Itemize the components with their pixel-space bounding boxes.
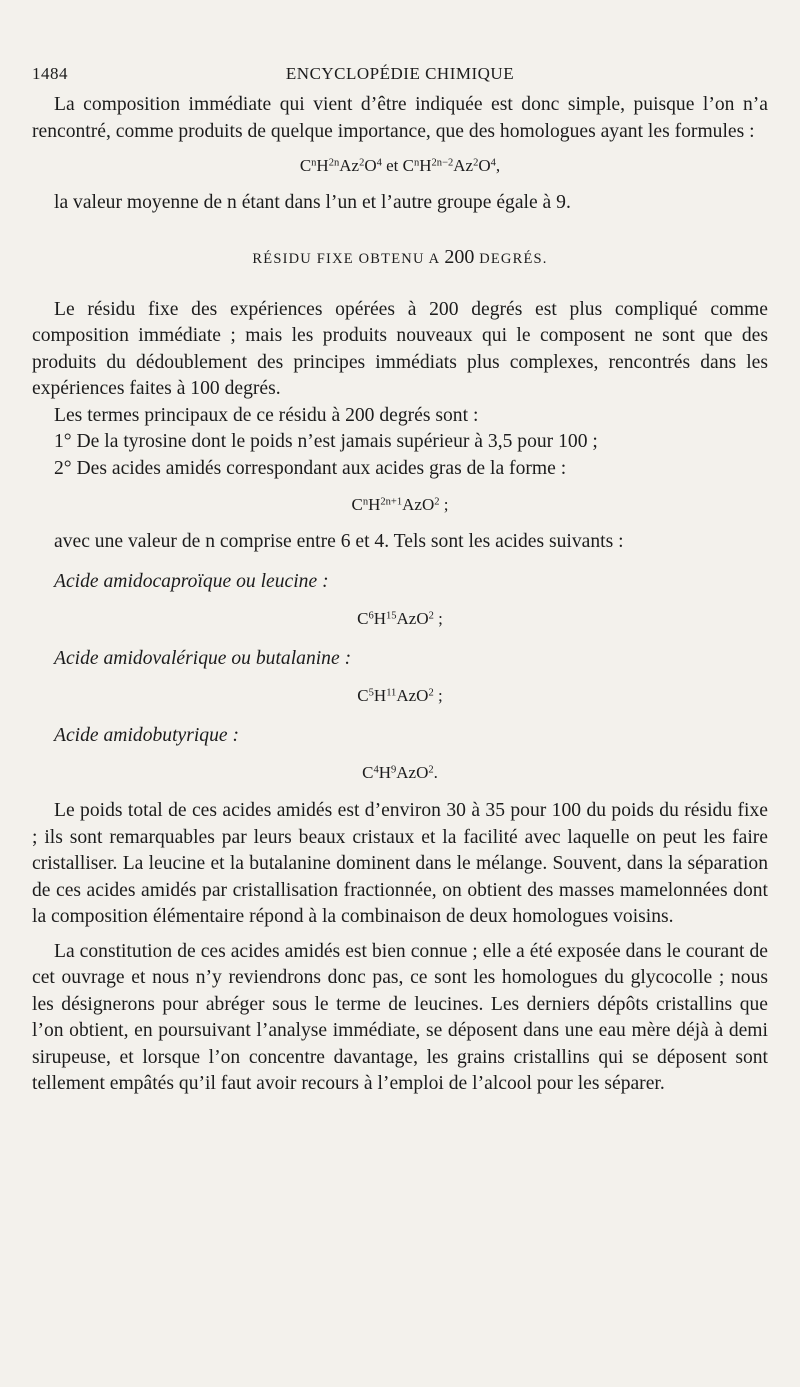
page-number: 1484 — [32, 64, 68, 83]
paragraph: Le poids total de ces acides amidés est d’environ 30 à 35 pour 100 du poids du résidu fixe ; ils sont remarquables par leurs beaux cristaux et la facilité avec laquelle on peut les faire cristalliser. La leucine et la butalanine dominent dans le mélange. Souvent, dans la séparation de ces acides amidés par cristallisation fractionnée, on obtient des masses mamelonnées dont la composition élémentaire répond à la combinaison de deux homologues voisins. — [32, 800, 768, 927]
list-item: 1° De la tyrosine dont le poids n’est jamais supérieur à 3,5 pour 100 ; — [54, 431, 598, 452]
paragraph: avec une valeur de n comprise entre 6 et 4. Tels sont les acides suivants : — [54, 530, 624, 552]
acid-name: Acide amidocaproïque ou leucine : — [54, 571, 329, 592]
body-text — [32, 92, 768, 1098]
heading-text: RÉSIDU FIXE OBTENU A — [252, 251, 440, 267]
acid-name: Acide amidobutyrique : — [54, 725, 240, 746]
acid-name: Acide amidovalérique ou butalanine : — [54, 648, 352, 669]
section-heading — [32, 244, 768, 273]
formula-general: $C^nH^{2n+1}AzO^2$ ; — [351, 495, 449, 514]
heading-degrees: 200 — [444, 246, 475, 268]
formula-leucine: $C^6H^{15}AzO^2$ ; — [357, 608, 443, 628]
paragraph: la valeur moyenne de n étant dans l’un et l’autre groupe égale à 9. — [54, 191, 571, 213]
running-title: ENCYCLOPÉDIE CHIMIQUE — [285, 64, 515, 83]
heading-suffix: DEGRÉS. — [479, 251, 548, 267]
paragraph: La composition immédiate qui vient d’être indiquée est donc simple, puisque l’on n’a rencontré, comme produits de quelque importance, que des homologues ayant les formules : — [32, 94, 768, 142]
formula-butalanine: $C^5H^{11}AzO^2$ ; — [357, 685, 443, 705]
formula-amidobutyric: $C^4H^9AzO^2$. — [362, 762, 438, 782]
paragraph: Les termes principaux de ce résidu à 200 degrés sont : — [54, 404, 479, 426]
paragraph: La constitution de ces acides amidés est bien connue ; elle a été exposée dans le courant de cet ouvrage et nous n’y reviendrons donc pas, ce sont les homologues du glycocolle ; nous les désignerons pour abréger sous le terme de leucines. Les derniers dépôts cristallins que l’on obtient, en poursuivant l’analyse immédiate, se déposent dans une eau mère déjà à demi sirupeuse, et lorsque l’on concentre davantage, les grains cristallins qui se déposent sont tellement empâtés qu’il faut avoir recours à l’emploi de l’alcool pour les séparer. — [32, 940, 768, 1094]
paragraph: Le résidu fixe des expériences opérées à 200 degrés est plus compliqué comme composition immédiate ; mais les produits nouveaux qui le composent ne sont que des produits du dédoublement des principes immédiats plus complexes, rencontrés dans les expériences faites à 100 degrés. — [32, 298, 768, 399]
list-item: 2° Des acides amidés correspondant aux acides gras de la forme : — [54, 457, 567, 479]
formula-homologues: $C^nH^{2n}Az^2O^4$ et $C^nH^{2n-2}Az^2O^4$, — [299, 156, 501, 175]
